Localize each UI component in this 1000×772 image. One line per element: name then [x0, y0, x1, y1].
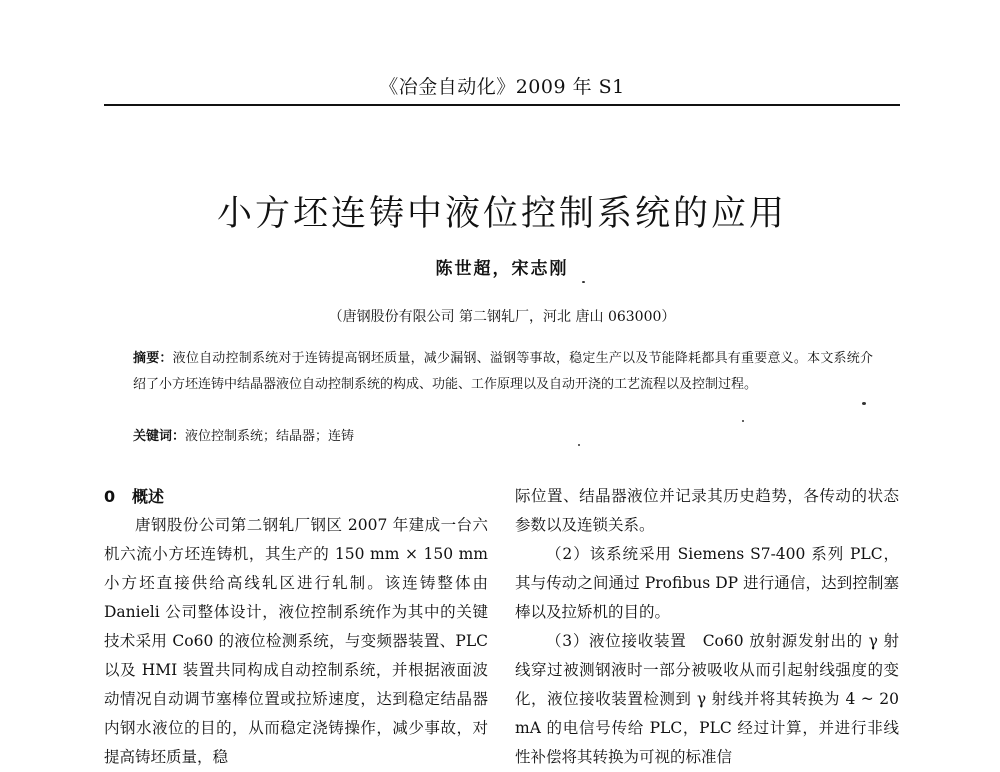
- intro-paragraph: 唐钢股份公司第二钢轧厂钢区 2007 年建成一台六机六流小方坯连铸机，其生产的 150 mm × 150 mm 小方坯直接供给高线轧区进行轧制。该连铸整体由 Danieli 公司整体设计，液位控制系统作为其中的关键技术采用 Co60 的液位检测系统，与变频器装置、PLC 以及 HMI 装置共同构成自动控制系统，并根据液面波动情况自动调节塞棒位置或拉矫速度，达到稳定结晶器内钢水液位的目的，从而稳定浇铸操作，减少事故，对提高铸坯质量，稳: [104, 516, 488, 766]
- abstract-text: 液位自动控制系统对于连铸提高钢坯质量，减少漏钢、溢钢等事故，稳定生产以及节能降耗都具有重要意义。本文系统介绍了小方坯连铸中结晶器液位自动控制系统的构成、功能、工作原理以及自动开浇的工艺流程以及控制过程。: [133, 351, 873, 392]
- left-column: [104, 482, 488, 772]
- right-column: [515, 482, 899, 772]
- keywords: [133, 426, 873, 448]
- scan-speck: [742, 420, 744, 422]
- section-heading: [104, 482, 488, 511]
- affiliation: （唐钢股份有限公司 第二钢轧厂，河北 唐山 063000）: [328, 309, 676, 325]
- section-number: 0: [104, 487, 116, 506]
- abstract-label: 摘要：: [133, 351, 173, 366]
- running-head: 《冶金自动化》2009 年 S1: [379, 76, 625, 98]
- continuation-paragraph: 际位置、结晶器液位并记录其历史趋势，各传动的状态参数以及连锁关系。: [515, 487, 899, 534]
- section-title: 概述: [132, 487, 165, 506]
- item-3-paragraph: （3）液位接收装置 Co60 放射源发射出的 γ 射线穿过被测钢液时一部分被吸收从而引起射线强度的变化，液位接收装置检测到 γ 射线并将其转换为 4 ~ 20 mA 的电信号传给 PLC，PLC 经过计算，并进行非线性补偿将其转换为可视的标准信: [515, 632, 899, 766]
- item-2-paragraph: （2）该系统采用 Siemens S7-400 系列 PLC，其与传动之间通过 Profibus DP 进行通信，达到控制塞棒以及拉矫机的目的。: [515, 545, 899, 621]
- header-rule: [104, 104, 900, 106]
- keywords-text: 液位控制系统；结晶器；连铸: [185, 429, 355, 444]
- scan-speck: [582, 281, 585, 283]
- abstract: [133, 346, 873, 398]
- scan-speck: [578, 444, 580, 446]
- authors: 陈世超，宋志刚: [435, 259, 569, 279]
- paper-title: 小方坯连铸中液位控制系统的应用: [216, 194, 787, 234]
- keywords-label: 关键词：: [133, 429, 186, 444]
- scan-speck: [862, 402, 866, 405]
